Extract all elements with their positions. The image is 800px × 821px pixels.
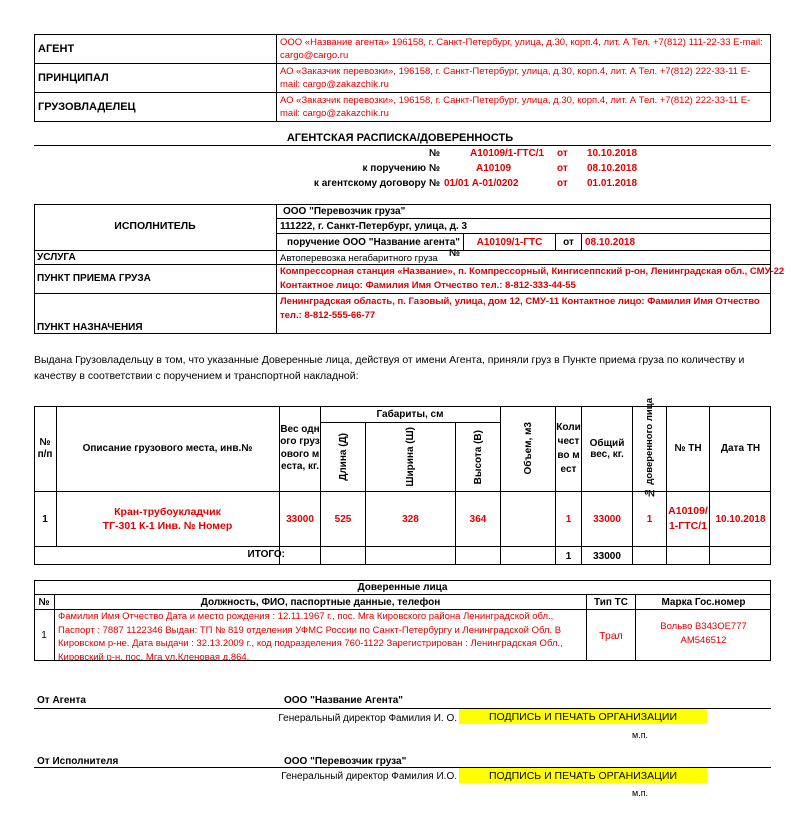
total-weight: 33000	[593, 550, 621, 562]
divider	[276, 204, 277, 334]
divider	[276, 34, 277, 122]
proxy-row-trailer: АМ546512	[680, 635, 727, 646]
executor-order-label: поручение ООО "Название агента" №	[287, 237, 460, 259]
cargo-row-weight: 33000	[286, 513, 314, 525]
ref-date: 10.10.2018	[587, 148, 638, 159]
cargo-row-length: 525	[334, 513, 352, 525]
contract-label: к агентскому договору №	[313, 178, 440, 189]
executor-order-from: от	[563, 237, 574, 248]
ref-number: А10109/1-ГТС/1	[470, 148, 545, 159]
statement-text: Выдана Грузовладельцу в том, что указанные Доверенные лица, действуя от имени Агента, приняли груз в Пункте приема груза по количеству и качеству в соответствии с поручением и транспортной накладной:	[34, 354, 745, 382]
party-value-cargo-owner: АО «Заказчик перевозки», 196158, г. Санкт-Петербург, улица, д.30, корп.4, лит. А Тел. +7(812) 222-33-11 E-mail: cargo@zakazchik.ru	[280, 95, 751, 119]
proxies-header-num: №	[38, 596, 50, 608]
cargo-row-num: 1	[42, 513, 48, 525]
proxy-row-info: Фамилия Имя Отчество Дата и место рождения : 12.11.1967 г., пос. Мга Кировского района Ленинградской обл., Паспорт : 7887 1122346 Выдан: ТП № 819 отделения УФМС России по Санкт-Петербургу и Ленинградской Обл. В Кировском р-не. Дата выдачи : 32.13.2009 г., код подразделения 760-1122 Зарегистрирован : Ленинградская Обл., Кировский р-н, пос. Мга ул.Кленовая д.864,	[58, 611, 563, 661]
executor-label: ИСПОЛНИТЕЛЬ	[114, 220, 196, 232]
destination-phone: тел.: 8-812-555-66-77	[280, 310, 376, 321]
col-header-tn-date: Дата ТН	[720, 443, 761, 454]
pickup-contact: Контактное лицо: Фамилия Имя Отчество тел.: 8-812-333-44-55	[280, 280, 576, 291]
cargo-row-description: Кран-трубоукладчик ТГ-301 К-1 Инв. № Номер	[102, 506, 233, 532]
col-header-volume: Объем, м3	[522, 422, 534, 475]
sign-exec-from: От Исполнителя	[37, 756, 119, 767]
col-header-height: Высота (В)	[472, 429, 484, 485]
proxies-header-info: Должность, ФИО, паспортные данные, телефон	[200, 596, 441, 608]
executor-address: 111222, г. Санкт-Петербург, улица, д. 3	[280, 221, 468, 232]
divider	[34, 92, 771, 93]
party-label-principal: ПРИНЦИПАЛ	[38, 72, 109, 84]
cargo-row-proxy-num: 1	[646, 513, 653, 525]
cargo-row-tn-date: 10.10.2018	[715, 513, 766, 525]
sign-exec-stamp: м.п.	[632, 788, 649, 798]
col-header-description: Описание грузового места, инв.№	[82, 443, 253, 454]
cargo-row-height: 364	[469, 513, 487, 525]
col-header-total-weight: Общий вес, кг.	[589, 437, 625, 460]
proxy-row-vehicle-type: Трал	[599, 629, 623, 642]
title-underline	[34, 145, 771, 146]
col-header-proxy-num: № доверенного лица	[644, 398, 655, 499]
proxies-header-vehicle-type: Тип ТС	[593, 596, 629, 608]
order-date: 08.10.2018	[587, 163, 638, 174]
ref-label: №	[428, 148, 440, 159]
col-header-dimensions: Габариты, см	[376, 408, 444, 420]
col-header-weight: Вес одного грузового места, кг.	[280, 423, 320, 472]
cargo-row-width: 328	[402, 513, 419, 525]
col-header-quantity: Количество мест	[556, 421, 581, 475]
party-value-agent: ООО «Название агента» 196158, г. Санкт-Петербург, улица, д.30, корп.4, лит. А Тел. +7(812) 111-22-33 E-mail: cargo@cargo.ru	[280, 37, 763, 61]
ref-from: от	[557, 148, 568, 159]
contract-date: 01.01.2018	[587, 178, 638, 189]
col-header-num: № п/п	[37, 436, 53, 460]
party-label-cargo-owner: ГРУЗОВЛАДЕЛЕЦ	[38, 101, 136, 113]
cargo-row-tn: А10109/1-ГТС/1	[668, 505, 708, 532]
pickup-label: ПУНКТ ПРИЕМА ГРУЗА	[37, 273, 151, 284]
sign-agent-person: Генеральный директор Фамилия И. О.	[278, 713, 457, 724]
total-quantity: 1	[565, 550, 572, 562]
cargo-row-quantity: 1	[565, 513, 572, 525]
proxies-header-plate: Марка Гос.номер	[661, 596, 746, 608]
cargo-row-volume	[501, 492, 555, 546]
document-title: АГЕНТСКАЯ РАСПИСКА/ДОВЕРЕННОСТЬ	[286, 132, 514, 144]
divider	[34, 546, 771, 547]
sign-exec-org: ООО "Перевозчик груза"	[284, 756, 407, 767]
divider	[34, 63, 771, 64]
divider	[34, 293, 771, 294]
order-from: от	[557, 163, 568, 174]
col-header-width: Ширина (Ш)	[405, 427, 416, 487]
proxies-title: Доверенные лица	[357, 582, 448, 593]
divider	[34, 264, 771, 265]
sign-agent-stamp: м.п.	[632, 730, 649, 740]
contract-number: 01/01 А-01/0202	[444, 178, 519, 189]
destination-address: Ленинградская область, п. Газовый, улица, дом 12, СМУ-11 Контактное лицо: Фамилия Имя Отчество	[280, 296, 760, 307]
proxy-row-plate: Вольво В343ОЕ777	[660, 621, 747, 632]
col-header-tn: № ТН	[674, 443, 702, 454]
party-label-agent: АГЕНТ	[38, 43, 75, 55]
pickup-address: Компрессорная станция «Название», п. Компрессорный, Кингисеппский р-он, Ленинградская обл., СМУ-22	[280, 266, 785, 277]
sign-exec-signature[interactable]: ПОДПИСЬ И ПЕЧАТЬ ОРГАНИЗАЦИИ	[459, 768, 707, 783]
executor-order-date: 08.10.2018	[585, 237, 636, 248]
sign-agent-signature[interactable]: ПОДПИСЬ И ПЕЧАТЬ ОРГАНИЗАЦИИ	[459, 709, 707, 724]
sign-agent-org: ООО "Название Агента"	[284, 695, 404, 706]
destination-label: ПУНКТ НАЗНАЧЕНИЯ	[37, 322, 143, 333]
proxy-row-num: 1	[41, 630, 47, 641]
party-value-principal: АО «Заказчик перевозки», 196158, г. Санкт-Петербург, улица, д.30, корп.4, лит. А Тел. +7(812) 222-33-11 E-mail: cargo@zakazchik.ru	[280, 66, 751, 90]
service-value: Автоперевозка негабаритного груза	[280, 253, 438, 264]
sign-agent-from: От Агента	[37, 695, 86, 706]
order-label: к поручению №	[362, 163, 440, 174]
service-label: УСЛУГА	[37, 252, 76, 263]
contract-from: от	[557, 178, 568, 189]
executor-order-number: А10109/1-ГТС	[476, 237, 543, 248]
cargo-row-total-weight: 33000	[593, 513, 621, 525]
divider	[581, 233, 582, 250]
sign-exec-person: Генеральный директор Фамилия И.О.	[281, 771, 457, 782]
col-header-length: Длина (Д)	[337, 433, 349, 481]
executor-name: ООО "Перевозчик груза"	[283, 206, 406, 217]
divider	[276, 233, 771, 234]
total-label: ИТОГО:	[247, 549, 285, 560]
divider	[276, 218, 771, 219]
order-number: А10109	[476, 163, 512, 174]
